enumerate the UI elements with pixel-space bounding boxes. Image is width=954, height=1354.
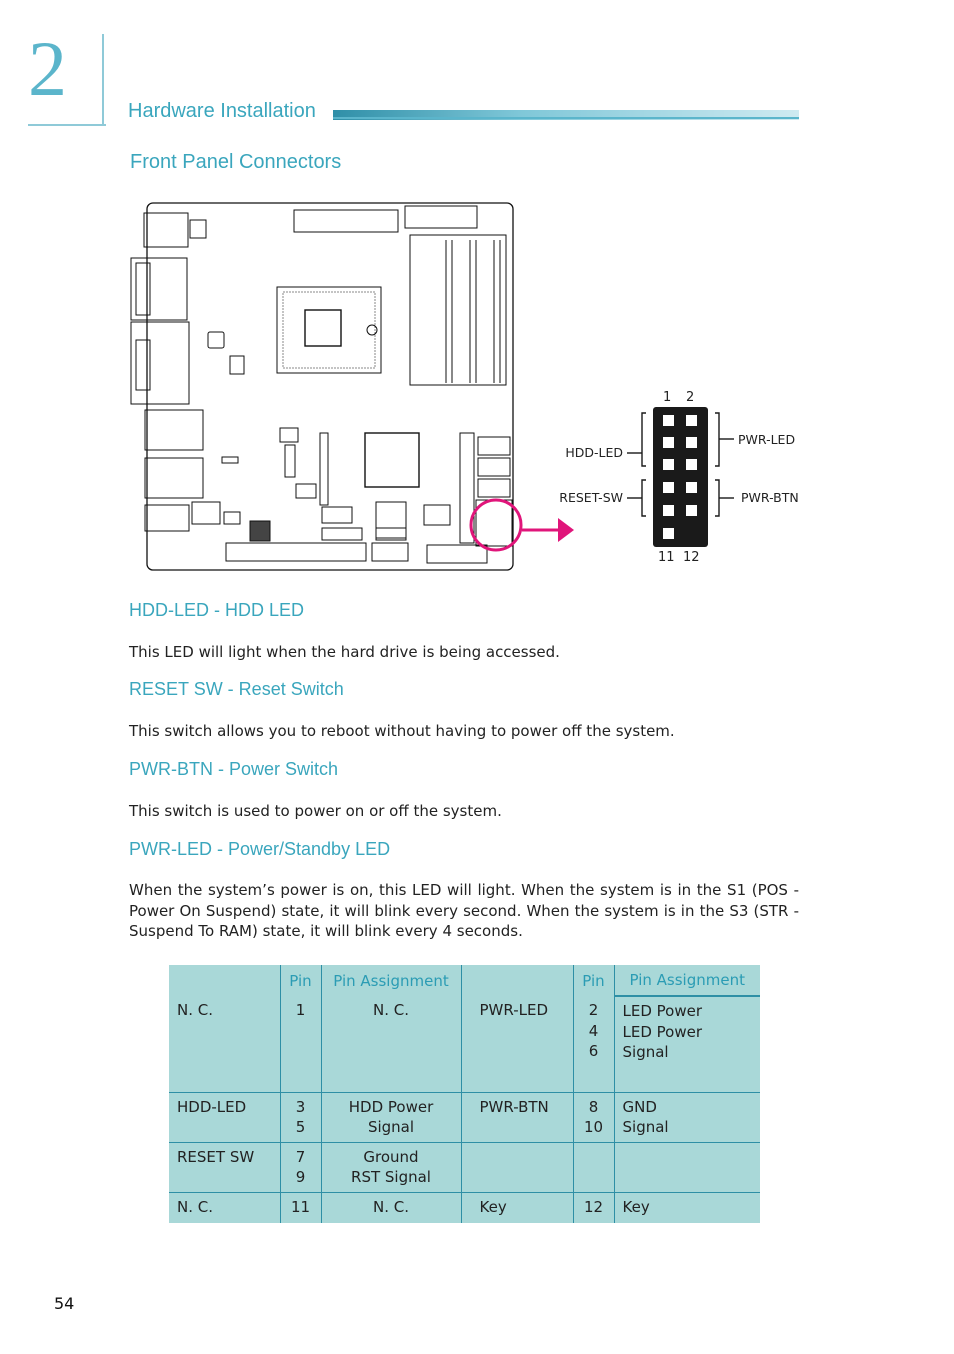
table-cell: HDD Power Signal (321, 1092, 461, 1142)
table-header-cell: Pin (573, 965, 614, 996)
label-pwr-led: PWR-LED (738, 432, 796, 447)
table-cell: PWR-BTN (461, 1092, 573, 1142)
pointer-arrow-head (558, 518, 574, 542)
motherboard-illustration (131, 203, 513, 570)
table-cell: N. C. (169, 1192, 280, 1223)
table-cell: 2 4 6 (573, 996, 614, 1092)
table-cell: RESET SW (169, 1142, 280, 1192)
table-cell: 1 (280, 996, 321, 1092)
page-number: 54 (54, 1294, 75, 1313)
pin-label-1: 1 (663, 390, 672, 405)
table-cell: 7 9 (280, 1142, 321, 1192)
pwr-led-bracket (715, 413, 719, 466)
pin-label-12: 12 (683, 550, 700, 565)
heading-pwr-btn: PWR-BTN - Power Switch (129, 759, 339, 779)
table-header-cell: Pin (280, 965, 321, 996)
table-cell: N. C. (169, 996, 280, 1092)
table-cell: HDD-LED (169, 1092, 280, 1142)
pin-label-11: 11 (658, 550, 675, 565)
label-pwr-btn: PWR-BTN (741, 490, 799, 505)
table-cell (461, 1142, 573, 1192)
heading-pwr-led: PWR-LED - Power/Standby LED (129, 839, 391, 859)
label-hdd-led: HDD-LED (565, 445, 623, 460)
table-row (169, 1192, 760, 1223)
table-row (169, 1142, 760, 1192)
table-header-cell (461, 965, 573, 996)
text-pwr-led: When the system’s power is on, this LED will light. When the system is in the S1 (POS - Power On Suspend) state, it will blink every second. When the system is in the S3 (STR - Suspend To RAM) state, it will blink every 4 seconds. (129, 881, 799, 940)
front-panel-diagram (0, 0, 954, 600)
pin-assignment-table (169, 965, 760, 1223)
table-header-cell (169, 965, 280, 996)
table-cell: 11 (280, 1192, 321, 1223)
label-reset-sw: RESET-SW (559, 490, 623, 505)
table-header-row (169, 965, 760, 996)
table-cell: GND Signal (614, 1092, 760, 1142)
pwr-btn-bracket (715, 480, 719, 516)
table-cell: PWR-LED (461, 996, 573, 1092)
pin-header-block (653, 407, 708, 547)
table-cell: N. C. (321, 1192, 461, 1223)
table-cell: 8 10 (573, 1092, 614, 1142)
heading-hdd-led: HDD-LED - HDD LED (129, 600, 305, 620)
table-cell: Key (622, 1197, 650, 1216)
table-row (169, 996, 760, 1092)
table-cell (614, 1142, 760, 1192)
table-row (169, 1092, 760, 1142)
table-cell (573, 1142, 614, 1192)
text-pwr-btn: This switch is used to power on or off the system. (129, 802, 502, 820)
table-cell: Ground RST Signal (321, 1142, 461, 1192)
section-title: Hardware Installation (128, 100, 316, 122)
table-cell: 12 (573, 1192, 614, 1223)
pin-label-2: 2 (686, 390, 695, 405)
hdd-led-bracket (642, 413, 646, 466)
reset-sw-bracket (642, 480, 646, 516)
table-header-cell: Pin Assignment (321, 965, 461, 996)
heading-reset-sw: RESET SW - Reset Switch (129, 679, 344, 699)
table-header-cell: Pin Assignment (614, 965, 760, 996)
table-cell: LED Power LED Power Signal (614, 996, 760, 1092)
table-cell: Key (461, 1192, 573, 1223)
table-cell: 3 5 (280, 1092, 321, 1142)
subsection-title: Front Panel Connectors (130, 151, 342, 173)
chapter-number: 2 (28, 25, 67, 112)
text-hdd-led: This LED will light when the hard drive is being accessed. (129, 643, 560, 661)
text-reset-sw: This switch allows you to reboot without having to power off the system. (129, 722, 675, 740)
table-cell: N. C. (321, 996, 461, 1092)
